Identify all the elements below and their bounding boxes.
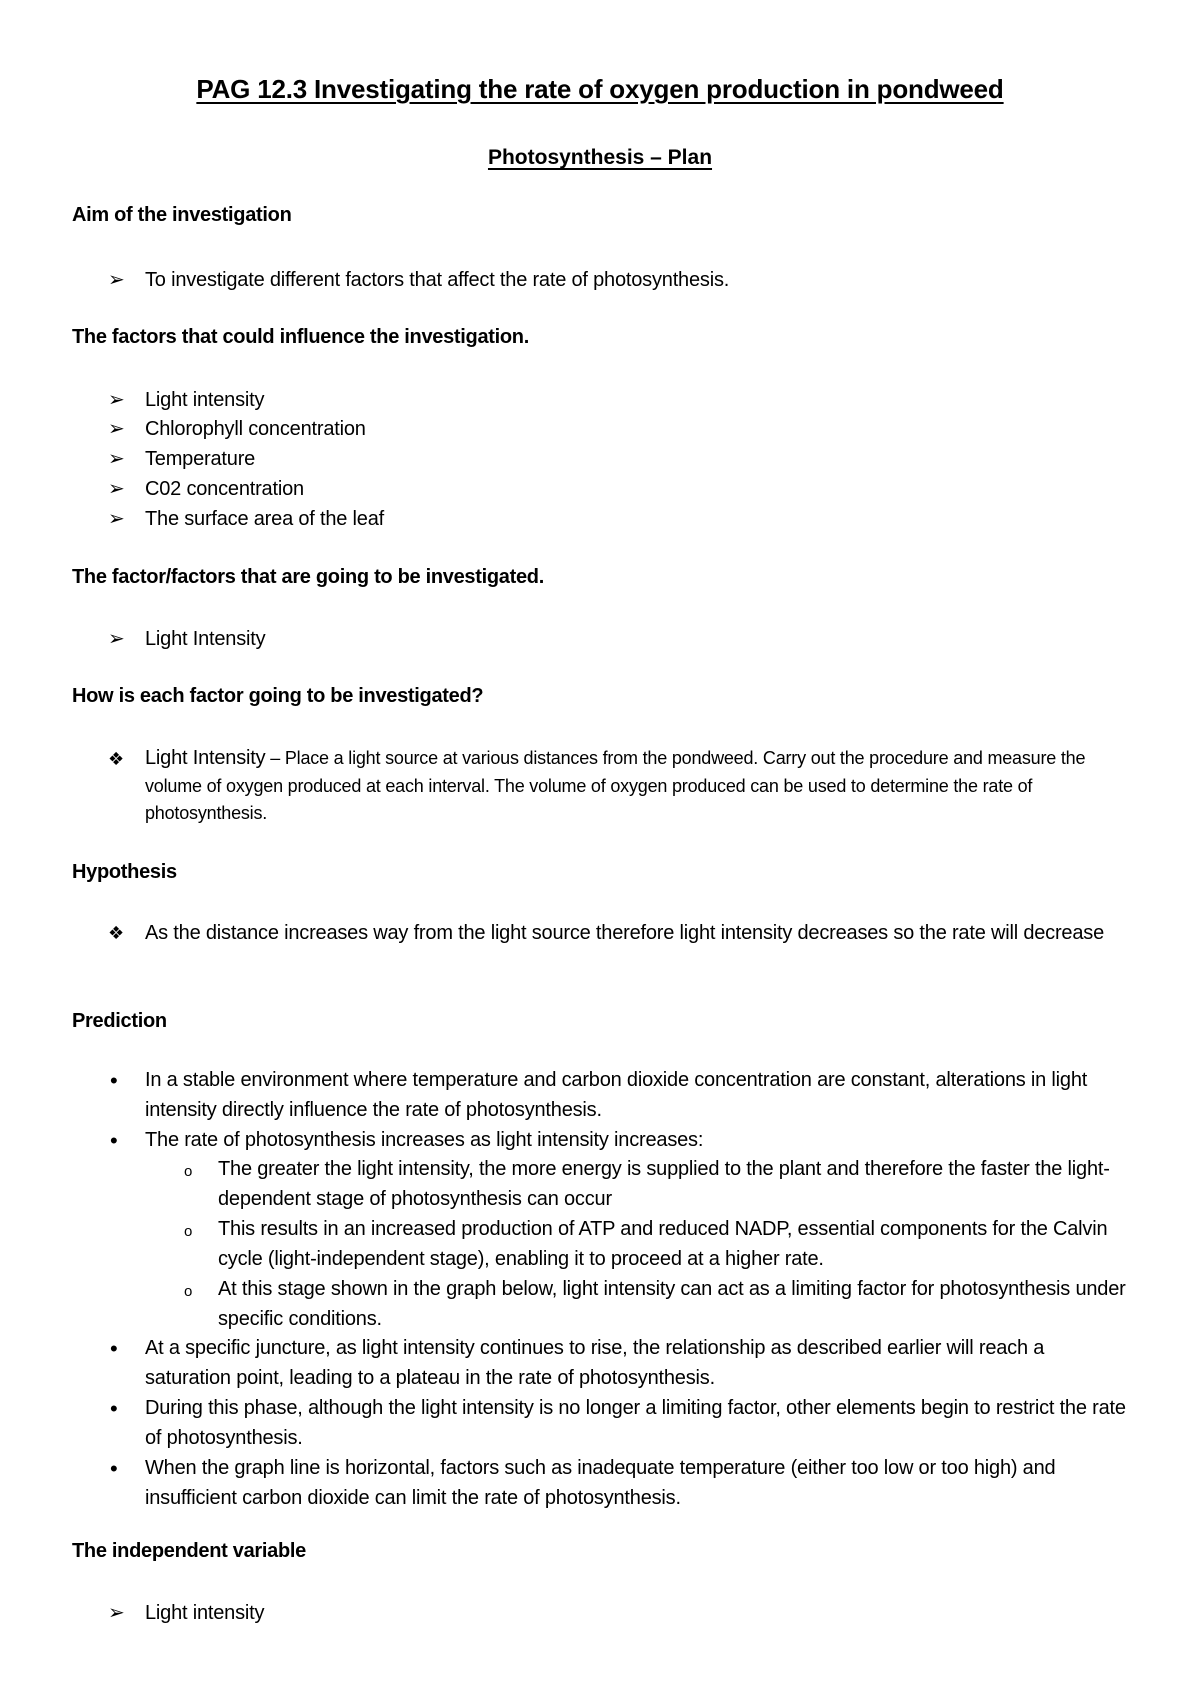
prediction-sub-item: This results in an increased production of ATP and reduced NADP, essential components for the Calvin cycle (light-independent stage), enabling it to proceed at a higher rate. [218, 1218, 1108, 1270]
arrow-bullet-icon: ➢ [108, 418, 125, 440]
hypothesis-heading: Hypothesis [72, 861, 177, 883]
method-heading: How is each factor going to be investigated? [72, 685, 484, 707]
bullet-icon: • [110, 1456, 118, 1481]
method-item [145, 745, 1135, 828]
circle-bullet-icon: o [184, 1223, 193, 1240]
prediction-item: During this phase, although the light intensity is no longer a limiting factor, other elements begin to restrict the rate of photosynthesis. [145, 1397, 1126, 1449]
independent-item: Light intensity [145, 1602, 265, 1624]
bullet-icon: • [110, 1068, 118, 1093]
page-subtitle: Photosynthesis – Plan [487, 146, 713, 169]
aim-heading: Aim of the investigation [72, 204, 292, 226]
method-text: – Place a light source at various distances from the pondweed. Carry out the procedure and measure the volume of oxygen produced at each interval. The volume of oxygen produced can be used to determine the rate of photosynthesis. [145, 748, 1086, 823]
bullet-icon: • [110, 1128, 118, 1153]
diamond-bullet-icon: ❖ [108, 923, 125, 943]
aim-item: To investigate different factors that affect the rate of photosynthesis. [145, 269, 730, 291]
circle-bullet-icon: o [184, 1163, 193, 1180]
factors-heading: The factors that could influence the investigation. [72, 326, 529, 348]
factor-item: C02 concentration [145, 478, 304, 500]
factor-item: Light intensity [145, 389, 265, 411]
independent-heading: The independent variable [72, 1540, 306, 1562]
prediction-item: The rate of photosynthesis increases as light intensity increases: [145, 1129, 704, 1151]
investigated-item: Light Intensity [145, 628, 266, 650]
page-title: PAG 12.3 Investigating the rate of oxygen production in pondweed [196, 74, 1004, 104]
prediction-item: At a specific juncture, as light intensity continues to rise, the relationship as described earlier will reach a saturation point, leading to a plateau in the rate of photosynthesis. [145, 1337, 1045, 1389]
hypothesis-item: As the distance increases way from the light source therefore light intensity decreases so the rate will decrease [145, 922, 1105, 944]
prediction-sub-item: The greater the light intensity, the more energy is supplied to the plant and therefore the faster the light-dependent stage of photosynthesis can occur [218, 1158, 1110, 1210]
circle-bullet-icon: o [184, 1283, 193, 1300]
investigated-heading: The factor/factors that are going to be investigated. [72, 566, 544, 588]
arrow-bullet-icon: ➢ [108, 478, 125, 500]
arrow-bullet-icon: ➢ [108, 448, 125, 470]
method-lead: Light Intensity [145, 747, 266, 769]
prediction-sub-item: At this stage shown in the graph below, light intensity can act as a limiting factor for photosynthesis under specific conditions. [218, 1278, 1126, 1330]
diamond-bullet-icon: ❖ [108, 749, 125, 769]
factor-item: Chlorophyll concentration [145, 418, 366, 440]
bullet-icon: • [110, 1336, 118, 1361]
prediction-item: When the graph line is horizontal, factors such as inadequate temperature (either too low or too high) and insufficient carbon dioxide can limit the rate of photosynthesis. [145, 1457, 1056, 1509]
arrow-bullet-icon: ➢ [108, 628, 125, 650]
factor-item: Temperature [145, 448, 256, 470]
bullet-icon: • [110, 1396, 118, 1421]
arrow-bullet-icon: ➢ [108, 508, 125, 530]
prediction-heading: Prediction [72, 1010, 167, 1032]
prediction-item: In a stable environment where temperature and carbon dioxide concentration are constant, alterations in light intensity directly influence the rate of photosynthesis. [145, 1069, 1088, 1121]
arrow-bullet-icon: ➢ [108, 269, 125, 291]
arrow-bullet-icon: ➢ [108, 1602, 125, 1624]
factor-item: The surface area of the leaf [145, 508, 384, 530]
arrow-bullet-icon: ➢ [108, 389, 125, 411]
